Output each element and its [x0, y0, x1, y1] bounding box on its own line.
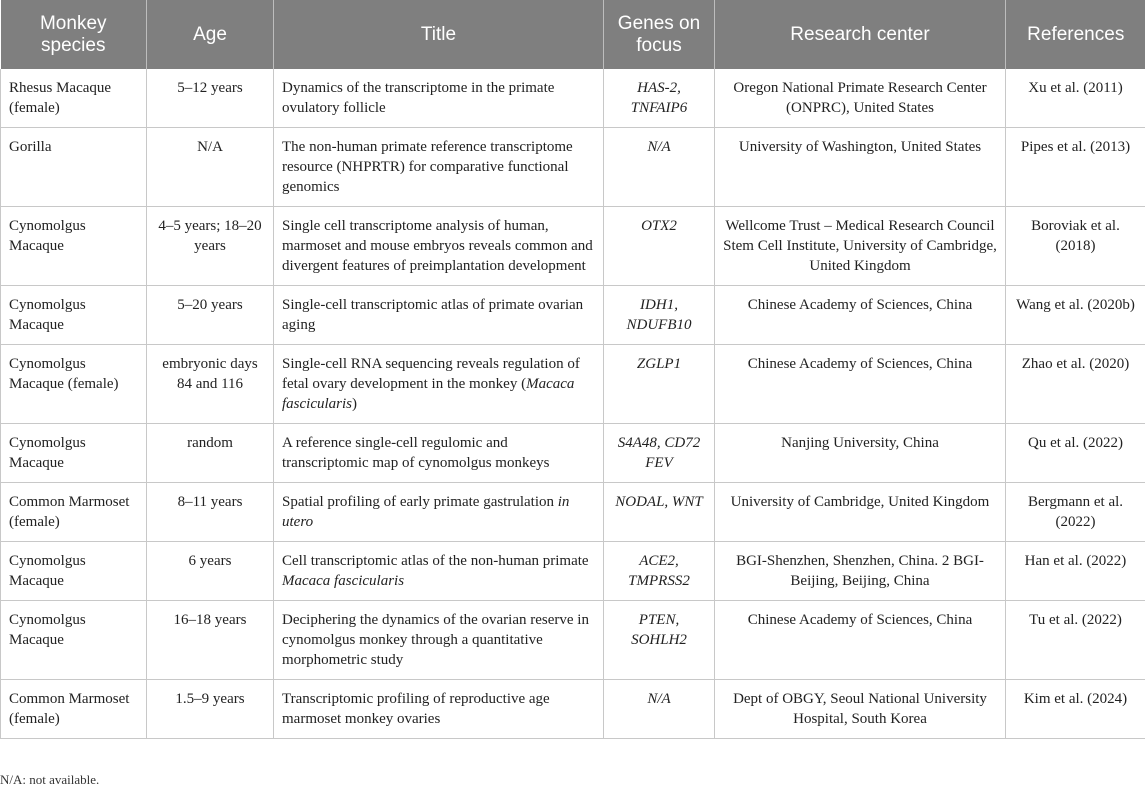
cell-monkey-species: Cynomolgus Macaque	[1, 207, 147, 286]
cell-age: 1.5–9 years	[147, 680, 274, 739]
title-italic-text: in utero	[282, 494, 570, 530]
cell-genes-on-focus: OTX2	[604, 207, 715, 286]
cell-age: N/A	[147, 128, 274, 207]
cell-title	[274, 128, 604, 207]
title-text: Spatial profiling of early primate gastrulation	[282, 494, 558, 510]
cell-research-center: Nanjing University, China	[715, 424, 1006, 483]
title-text: Transcriptomic profiling of reproductive age marmoset monkey ovaries	[282, 691, 550, 727]
cell-title	[274, 207, 604, 286]
cell-monkey-species: Cynomolgus Macaque (female)	[1, 345, 147, 424]
table-row	[1, 601, 1145, 680]
cell-genes-on-focus: N/A	[604, 680, 715, 739]
cell-monkey-species: Cynomolgus Macaque	[1, 542, 147, 601]
cell-research-center: Wellcome Trust – Medical Research Council Stem Cell Institute, University of Cambridge, United Kingdom	[715, 207, 1006, 286]
cell-research-center: University of Cambridge, United Kingdom	[715, 483, 1006, 542]
cell-reference: Pipes et al. (2013)	[1006, 128, 1145, 207]
cell-research-center: Oregon National Primate Research Center (ONPRC), United States	[715, 69, 1006, 128]
title-text: Dynamics of the transcriptome in the primate ovulatory follicle	[282, 80, 555, 116]
cell-age: random	[147, 424, 274, 483]
cell-reference: Wang et al. (2020b)	[1006, 286, 1145, 345]
cell-title	[274, 601, 604, 680]
header-title: Title	[274, 0, 604, 69]
cell-monkey-species: Gorilla	[1, 128, 147, 207]
title-italic-text: Macaca fascicularis	[282, 573, 405, 589]
header-research-center: Research center	[715, 0, 1006, 69]
table-body	[1, 69, 1145, 739]
cell-reference: Han et al. (2022)	[1006, 542, 1145, 601]
cell-monkey-species: Common Marmoset (female)	[1, 680, 147, 739]
cell-research-center: Chinese Academy of Sciences, China	[715, 286, 1006, 345]
header-references: References	[1006, 0, 1145, 69]
table-row	[1, 424, 1145, 483]
cell-reference: Qu et al. (2022)	[1006, 424, 1145, 483]
cell-genes-on-focus: ACE2, TMPRSS2	[604, 542, 715, 601]
cell-genes-on-focus: PTEN, SOHLH2	[604, 601, 715, 680]
cell-reference: Boroviak et al. (2018)	[1006, 207, 1145, 286]
table-row	[1, 207, 1145, 286]
cell-monkey-species: Cynomolgus Macaque	[1, 424, 147, 483]
cell-research-center: Dept of OBGY, Seoul National University Hospital, South Korea	[715, 680, 1006, 739]
cell-monkey-species: Common Marmoset (female)	[1, 483, 147, 542]
cell-research-center: BGI-Shenzhen, Shenzhen, China. 2 BGI-Beijing, Beijing, China	[715, 542, 1006, 601]
cell-title	[274, 542, 604, 601]
title-text: Deciphering the dynamics of the ovarian reserve in cynomolgus monkey through a quantitative morphometric study	[282, 612, 589, 668]
cell-research-center: Chinese Academy of Sciences, China	[715, 345, 1006, 424]
cell-genes-on-focus: NODAL, WNT	[604, 483, 715, 542]
cell-reference: Zhao et al. (2020)	[1006, 345, 1145, 424]
cell-age: 5–20 years	[147, 286, 274, 345]
title-italic-text: Macaca fascicularis	[282, 376, 575, 412]
cell-title	[274, 680, 604, 739]
cell-title	[274, 424, 604, 483]
cell-age: embryonic days 84 and 116	[147, 345, 274, 424]
title-text: Single-cell transcriptomic atlas of primate ovarian aging	[282, 297, 584, 333]
header-monkey-species: Monkey species	[39, 12, 107, 56]
title-text: Cell transcriptomic atlas of the non-human primate	[282, 553, 589, 569]
cell-reference: Xu et al. (2011)	[1006, 69, 1145, 128]
table-row	[1, 345, 1145, 424]
cell-title	[274, 286, 604, 345]
table-row	[1, 286, 1145, 345]
cell-genes-on-focus: S4A48, CD72 FEV	[604, 424, 715, 483]
cell-monkey-species: Cynomolgus Macaque	[1, 601, 147, 680]
cell-title	[274, 345, 604, 424]
cell-reference: Kim et al. (2024)	[1006, 680, 1145, 739]
table-footnote: N/A: not available.	[0, 772, 100, 787]
cell-genes-on-focus: N/A	[604, 128, 715, 207]
header-age: Age	[147, 0, 274, 69]
table-row	[1, 680, 1145, 739]
cell-monkey-species: Cynomolgus Macaque	[1, 286, 147, 345]
cell-age: 5–12 years	[147, 69, 274, 128]
table-row	[1, 483, 1145, 542]
cell-genes-on-focus: HAS-2, TNFAIP6	[604, 69, 715, 128]
title-text: Single cell transcriptome analysis of human, marmoset and mouse embryos reveals common and divergent features of preimplantation development	[282, 218, 593, 274]
cell-research-center: Chinese Academy of Sciences, China	[715, 601, 1006, 680]
cell-title	[274, 483, 604, 542]
title-text: A reference single-cell regulomic and transcriptomic map of cynomolgus monkeys	[282, 435, 550, 471]
cell-reference: Bergmann et al. (2022)	[1006, 483, 1145, 542]
cell-genes-on-focus: ZGLP1	[604, 345, 715, 424]
title-text: Single-cell RNA sequencing reveals regulation of fetal ovary development in the monkey (	[282, 356, 580, 392]
cell-monkey-species: Rhesus Macaque (female)	[1, 69, 147, 128]
cell-age: 6 years	[147, 542, 274, 601]
cell-research-center: University of Washington, United States	[715, 128, 1006, 207]
table-row	[1, 128, 1145, 207]
table-header-row	[1, 0, 1145, 69]
table-row	[1, 542, 1145, 601]
cell-age: 4–5 years; 18–20 years	[147, 207, 274, 286]
cell-title	[274, 69, 604, 128]
cell-reference: Tu et al. (2022)	[1006, 601, 1145, 680]
title-text-end: )	[352, 396, 357, 412]
table-row	[1, 69, 1145, 128]
title-text: The non-human primate reference transcriptome resource (NHPRTR) for comparative functional genomics	[282, 139, 573, 195]
cell-genes-on-focus: IDH1, NDUFB10	[604, 286, 715, 345]
cell-age: 16–18 years	[147, 601, 274, 680]
cell-age: 8–11 years	[147, 483, 274, 542]
header-genes-on-focus: Genes on focus	[604, 0, 715, 69]
